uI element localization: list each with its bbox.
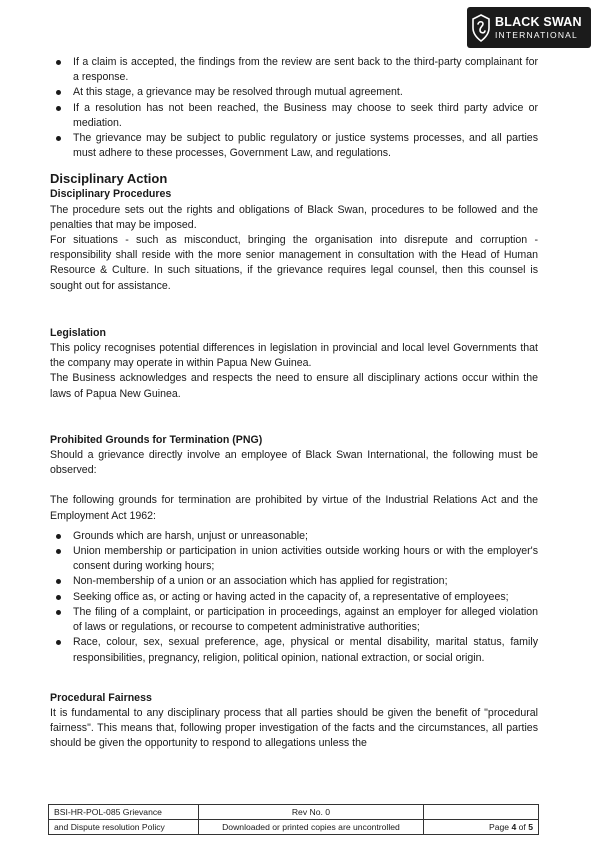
- logo-text-line1: BLACK SWAN: [495, 15, 582, 29]
- footer-page-number: [424, 820, 539, 835]
- document-body: [50, 55, 538, 752]
- list-item: If a claim is accepted, the findings from the review are sent back to the third-party complainant for a response.: [50, 55, 538, 85]
- paragraph: It is fundamental to any disciplinary process that all parties should be given the benefit of "procedural fairness". This means that, following proper investigation of the facts and the circumstances, all parties should be given the opportunity to respond to allegations unless the: [50, 706, 538, 750]
- paragraph: The following grounds for termination are prohibited by virtue of the Industrial Relations Act and the Employment Act 1962:: [50, 494, 538, 522]
- subheading-legislation: Legislation: [50, 326, 106, 339]
- list-item: Seeking office as, or acting or having acted in the capacity of, a representative of employees;: [50, 590, 538, 605]
- page-current: 4: [511, 822, 517, 832]
- paragraph: For situations - such as misconduct, bringing the organisation into disrepute and corruption - responsibility shall reside with the more senior management in consultation with the Head of Human Resource & Culture. In such situations, if the grievance requires legal counsel, then this counsel is sought out for assistance.: [50, 234, 538, 292]
- footer-revision: Rev No. 0: [198, 805, 424, 820]
- subheading-disciplinary-procedures: Disciplinary Procedures: [50, 188, 172, 201]
- list-item: At this stage, a grievance may be resolved through mutual agreement.: [50, 85, 538, 100]
- list-item: Non-membership of a union or an association which has applied for registration;: [50, 574, 538, 589]
- section-heading-disciplinary-action: Disciplinary Action: [50, 171, 168, 187]
- page-prefix: Page: [489, 822, 512, 832]
- footer-empty-cell: [424, 805, 539, 820]
- paragraph: The Business acknowledges and respects the need to ensure all disciplinary actions occur within the laws of Papua New Guinea.: [50, 372, 538, 400]
- bullet-list-prohibited: [50, 529, 538, 666]
- list-item: The filing of a complaint, or participation in proceedings, against an employer for alleged violation of laws or regulations, or recourse to competent administrative authorities;: [50, 605, 538, 635]
- bullet-list-top: [50, 55, 538, 161]
- list-item: Race, colour, sex, sexual preference, age, physical or mental disability, marital status, family responsibilities, pregnancy, religion, political opinion, national extraction, or social origin.: [50, 635, 538, 665]
- list-item: Union membership or participation in union activities outside working hours or with the employer's consent during working hours;: [50, 544, 538, 574]
- list-item: Grounds which are harsh, unjust or unreasonable;: [50, 529, 538, 544]
- footer-uncontrolled-note: Downloaded or printed copies are uncontrolled: [198, 820, 424, 835]
- page-total: 5: [528, 822, 533, 832]
- list-item: The grievance may be subject to public regulatory or justice systems processes, and all parties must adhere to these processes, Government Law, and regulations.: [50, 131, 538, 161]
- footer-doc-id: BSI-HR-POL-085 Grievance: [49, 805, 199, 820]
- paragraph: Should a grievance directly involve an employee of Black Swan International, the following must be observed:: [50, 449, 538, 477]
- footer-doc-title: and Dispute resolution Policy: [49, 820, 199, 835]
- list-item: If a resolution has not been reached, the Business may choose to seek third party advice or mediation.: [50, 101, 538, 131]
- page-of: of: [516, 822, 529, 832]
- subheading-procedural-fairness: Procedural Fairness: [50, 691, 152, 704]
- paragraph: This policy recognises potential differences in legislation in provincial and local level Governments that the company may operate in within Papua New Guinea.: [50, 342, 538, 370]
- paragraph: The procedure sets out the rights and obligations of Black Swan, procedures to be followed and the penalties that may be imposed.: [50, 203, 538, 231]
- subheading-prohibited-grounds: Prohibited Grounds for Termination (PNG): [50, 433, 263, 446]
- company-logo: [467, 7, 591, 48]
- document-footer: [48, 804, 539, 835]
- swan-emblem-icon: [467, 7, 495, 48]
- logo-text-line2: INTERNATIONAL: [495, 29, 578, 40]
